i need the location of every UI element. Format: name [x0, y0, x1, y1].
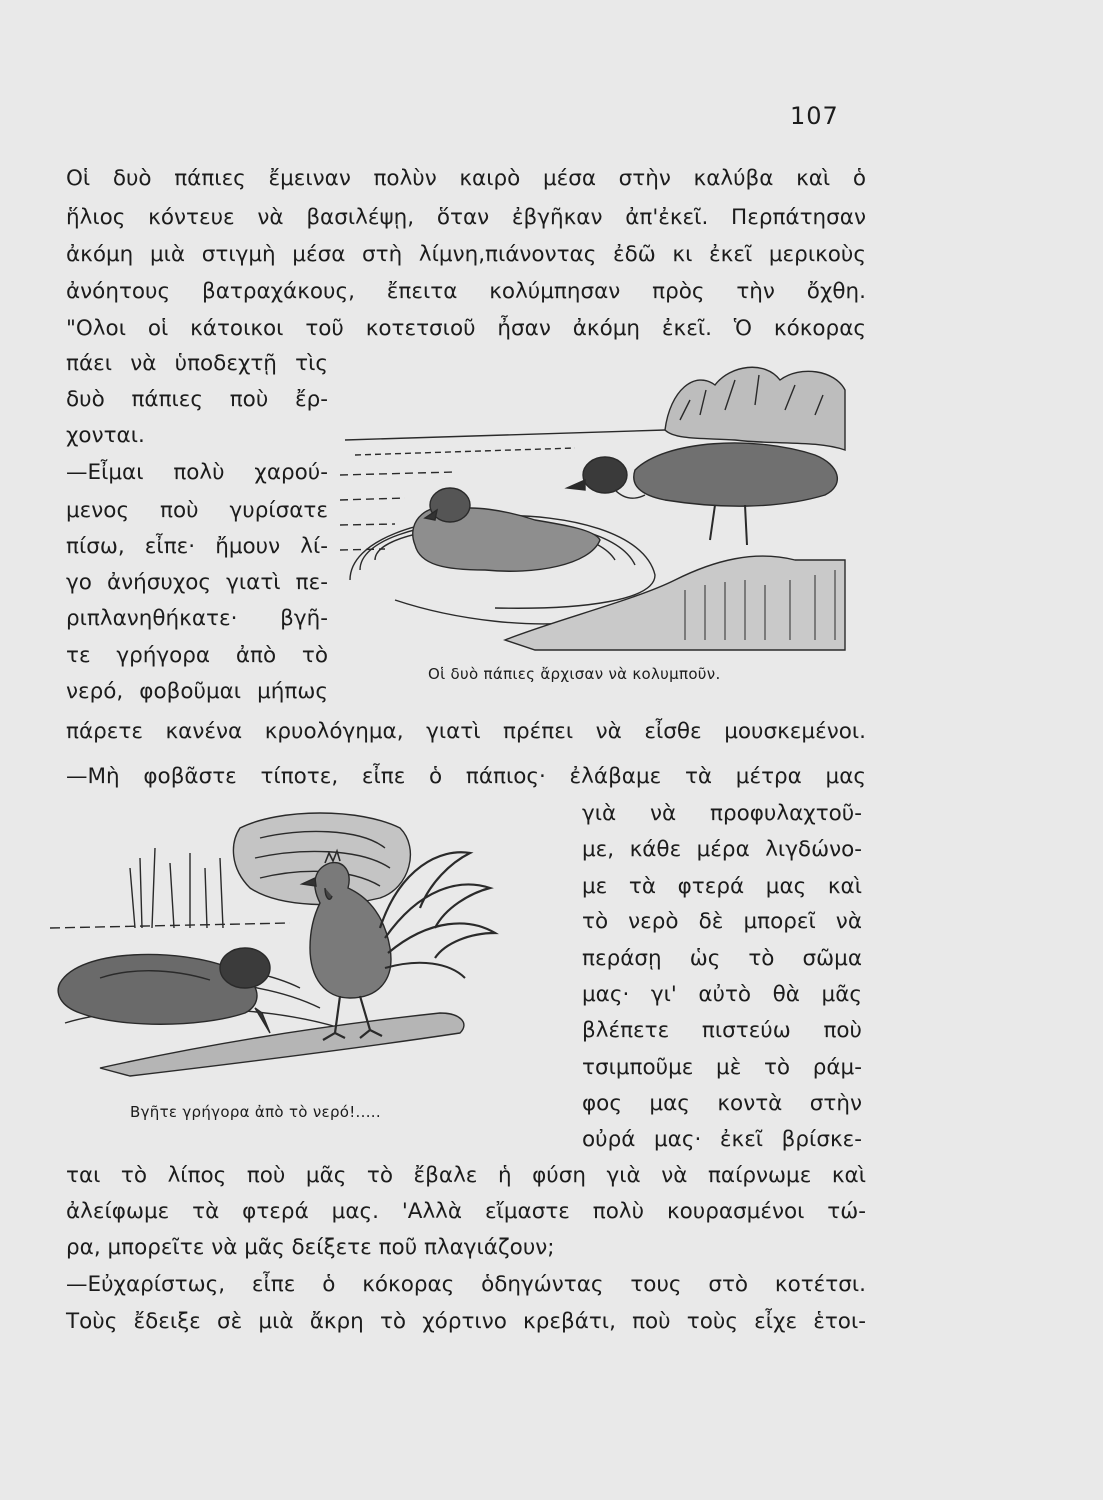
- text-line: —Εὐχαρίστως, εἶπε ὁ κόκορας ὁδηγώντας τους στὸ κοτέτσι.: [66, 1272, 866, 1297]
- text-line: ἀνόητους βατραχάκους, ἔπειτα κολύμπησαν πρὸς τὴν ὄχθη.: [66, 279, 866, 304]
- text-line: πίσω, εἶπε· ἤμουν λί-: [66, 534, 328, 559]
- text-line: φος μας κοντὰ στὴν: [582, 1091, 862, 1116]
- text-line: περάσῃ ὡς τὸ σῶμα: [582, 946, 862, 971]
- text-line: τσιμποῦμε μὲ τὸ ράμ-: [582, 1055, 862, 1080]
- page-number: 107: [790, 102, 839, 130]
- text-line: βλέπετε πιστεύω ποὺ: [582, 1018, 862, 1043]
- text-line: ἀκόμη μιὰ στιγμὴ μέσα στὴ λίμνη,πιάνοντας ἐδῶ κι ἐκεῖ μερικοὺς: [66, 242, 866, 267]
- text-line: με, κάθε μέρα λιγδώνο-: [582, 837, 862, 862]
- text-line: ρα, μπορεῖτε νὰ μᾶς δείξετε ποῦ πλαγιάζουν;: [66, 1235, 555, 1260]
- text-line: χονται.: [66, 423, 145, 448]
- text-line: δυὸ πάπιες ποὺ ἔρ-: [66, 387, 328, 412]
- text-line: πάει νὰ ὑποδεχτῇ τὶς: [66, 351, 328, 376]
- text-line: ριπλανηθήκατε· βγῆ-: [66, 606, 328, 631]
- rooster-and-ducks-illustration: [40, 808, 565, 1088]
- text-line: ἥλιος κόντευε νὰ βασιλέψῃ, ὅταν ἐβγῆκαν ἀπ'ἐκεῖ. Περπάτησαν: [66, 205, 866, 230]
- text-line: πάρετε κανένα κρυολόγημα, γιατὶ πρέπει νὰ εἶσθε μουσκεμένοι.: [66, 719, 866, 744]
- text-line: νερό, φοβοῦμαι μήπως: [66, 679, 328, 704]
- text-line: ἀλείφωμε τὰ φτερά μας. 'Αλλὰ εἴμαστε πολὺ κουρασμένοι τώ-: [66, 1199, 866, 1224]
- text-line: —Εἶμαι πολὺ χαρού-: [66, 460, 328, 485]
- text-line: ται τὸ λίπος ποὺ μᾶς τὸ ἔβαλε ἡ φύση γιὰ νὰ παίρνωμε καὶ: [66, 1163, 866, 1188]
- text-line: Τοὺς ἔδειξε σὲ μιὰ ἄκρη τὸ χόρτινο κρεβάτι, ποὺ τοὺς εἶχε ἑτοι-: [66, 1309, 866, 1334]
- text-line: μενος ποὺ γυρίσατε: [66, 498, 328, 523]
- text-line: με τὰ φτερά μας καὶ: [582, 874, 862, 899]
- text-line: τε γρήγορα ἀπὸ τὸ: [66, 643, 328, 668]
- figure-caption-rooster: Βγῆτε γρήγορα ἀπὸ τὸ νερό!.....: [130, 1103, 381, 1121]
- text-line: Οἱ δυὸ πάπιες ἔμειναν πολὺν καιρὸ μέσα στὴν καλύβα καὶ ὁ: [66, 166, 866, 191]
- text-line: "Ολοι οἱ κάτοικοι τοῦ κοτετσιοῦ ἦσαν ἀκόμη ἐκεῖ. Ὁ κόκορας: [66, 316, 866, 341]
- text-line: —Μὴ φοβᾶστε τίποτε, εἶπε ὁ πάπιος· ἐλάβαμε τὰ μέτρα μας: [66, 764, 866, 789]
- text-line: τὸ νερὸ δὲ μπορεῖ νὰ: [582, 909, 862, 934]
- text-line: γιὰ νὰ προφυλαχτοῦ-: [582, 801, 862, 826]
- figure-caption-ducks: Οἱ δυὸ πάπιες ἄρχισαν νὰ κολυμποῦν.: [428, 665, 721, 683]
- text-line: γο ἀνήσυχος γιατὶ πε-: [66, 570, 328, 595]
- text-line: οὐρά μας· ἐκεῖ βρίσκε-: [582, 1127, 862, 1152]
- text-line: μας· γι' αὐτὸ θὰ μᾶς: [582, 982, 862, 1007]
- ducks-swimming-illustration: [335, 360, 850, 660]
